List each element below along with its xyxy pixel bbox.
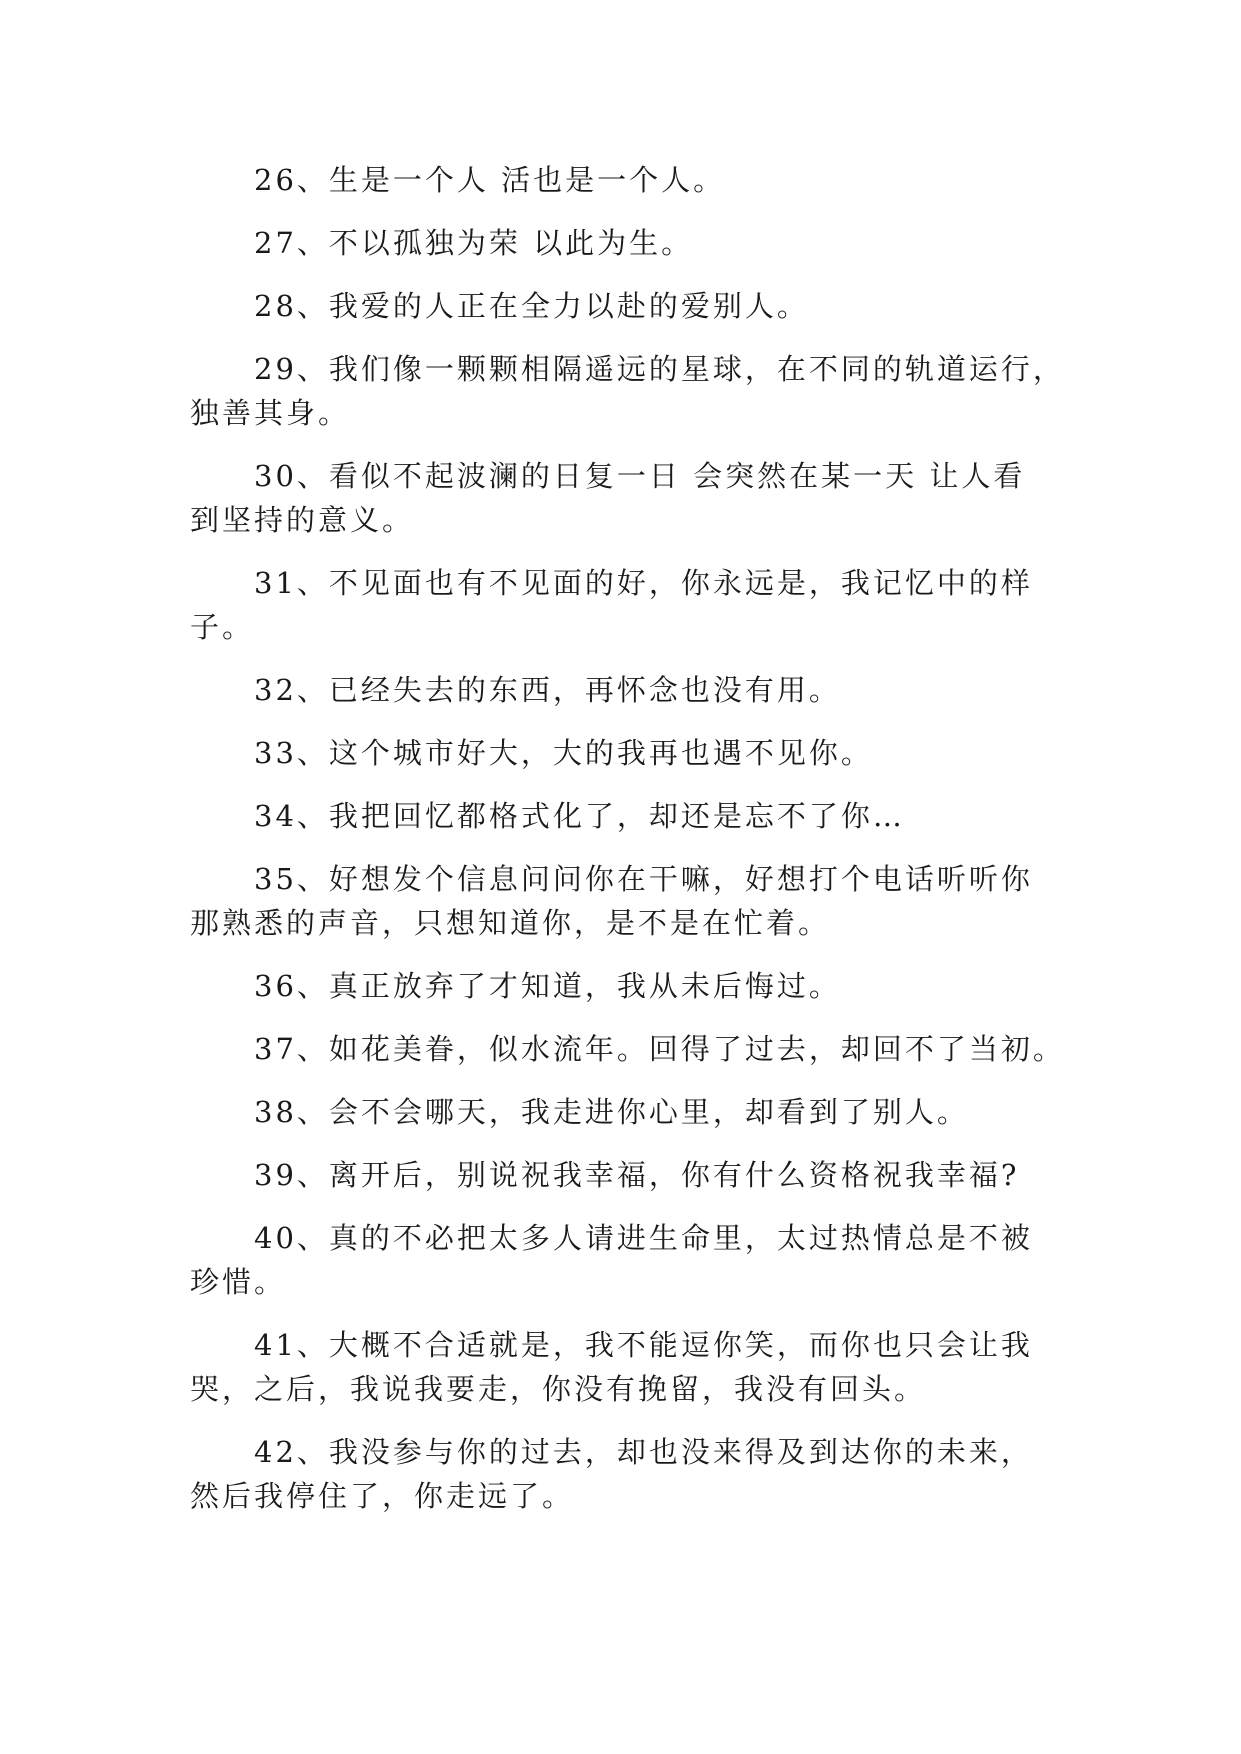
paragraph-first-line: 29、我们像一颗颗相隔遥远的星球，在不同的轨道运行， bbox=[254, 352, 1065, 386]
paragraph-continuation-line: 珍惜。 bbox=[190, 1265, 287, 1299]
paragraph bbox=[190, 454, 1050, 542]
paragraph bbox=[190, 561, 1050, 649]
paragraph bbox=[190, 1323, 1050, 1411]
paragraph bbox=[190, 158, 1050, 202]
paragraph bbox=[190, 1430, 1050, 1518]
paragraph bbox=[190, 964, 1050, 1008]
paragraph-continuation-line: 那熟悉的声音，只想知道你，是不是在忙着。 bbox=[190, 906, 831, 940]
paragraph-first-line: 42、我没参与你的过去，却也没来得及到达你的未来， bbox=[254, 1435, 1033, 1469]
paragraph-first-line: 39、离开后，别说祝我幸福，你有什么资格祝我幸福? bbox=[254, 1158, 1020, 1192]
paragraph-first-line: 30、看似不起波澜的日复一日 会突然在某一天 让人看 bbox=[254, 459, 1026, 493]
paragraph-continuation-line: 然后我停住了，你走远了。 bbox=[190, 1479, 575, 1513]
paragraph bbox=[190, 284, 1050, 328]
paragraph-first-line: 34、我把回忆都格式化了，却还是忘不了你… bbox=[254, 799, 905, 833]
paragraph-first-line: 38、会不会哪天，我走进你心里，却看到了别人。 bbox=[254, 1095, 969, 1129]
paragraph-first-line: 32、已经失去的东西，再怀念也没有用。 bbox=[254, 673, 841, 707]
paragraph bbox=[190, 1090, 1050, 1134]
paragraph bbox=[190, 668, 1050, 712]
paragraph bbox=[190, 347, 1065, 435]
paragraph-first-line: 27、不以孤独为荣 以此为生。 bbox=[254, 226, 694, 260]
paragraph-first-line: 26、生是一个人 活也是一个人。 bbox=[254, 163, 726, 197]
paragraph bbox=[190, 794, 1050, 838]
paragraph bbox=[190, 857, 1050, 945]
paragraph-first-line: 35、好想发个信息问问你在干嘛，好想打个电话听听你 bbox=[254, 862, 1033, 896]
paragraph bbox=[190, 1027, 1065, 1071]
paragraph bbox=[190, 1153, 1050, 1197]
paragraph bbox=[190, 731, 1050, 775]
paragraph-first-line: 28、我爱的人正在全力以赴的爱别人。 bbox=[254, 289, 809, 323]
paragraph-first-line: 31、不见面也有不见面的好，你永远是，我记忆中的样 bbox=[254, 566, 1033, 600]
paragraph-first-line: 41、大概不合适就是，我不能逗你笑，而你也只会让我 bbox=[254, 1328, 1033, 1362]
paragraph bbox=[190, 1216, 1050, 1304]
paragraph-first-line: 40、真的不必把太多人请进生命里，太过热情总是不被 bbox=[254, 1221, 1033, 1255]
paragraph-first-line: 33、这个城市好大，大的我再也遇不见你。 bbox=[254, 736, 873, 770]
paragraph-first-line: 36、真正放弃了才知道，我从未后悔过。 bbox=[254, 969, 841, 1003]
document-body bbox=[190, 158, 1065, 1537]
paragraph-continuation-line: 到坚持的意义。 bbox=[190, 503, 415, 537]
paragraph-continuation-line: 子。 bbox=[190, 610, 255, 644]
paragraph bbox=[190, 221, 1050, 265]
paragraph-continuation-line: 独善其身。 bbox=[190, 396, 351, 430]
paragraph-continuation-line: 哭，之后，我说我要走，你没有挽留，我没有回头。 bbox=[190, 1372, 927, 1406]
paragraph-first-line: 37、如花美眷，似水流年。回得了过去，却回不了当初。 bbox=[254, 1032, 1065, 1066]
